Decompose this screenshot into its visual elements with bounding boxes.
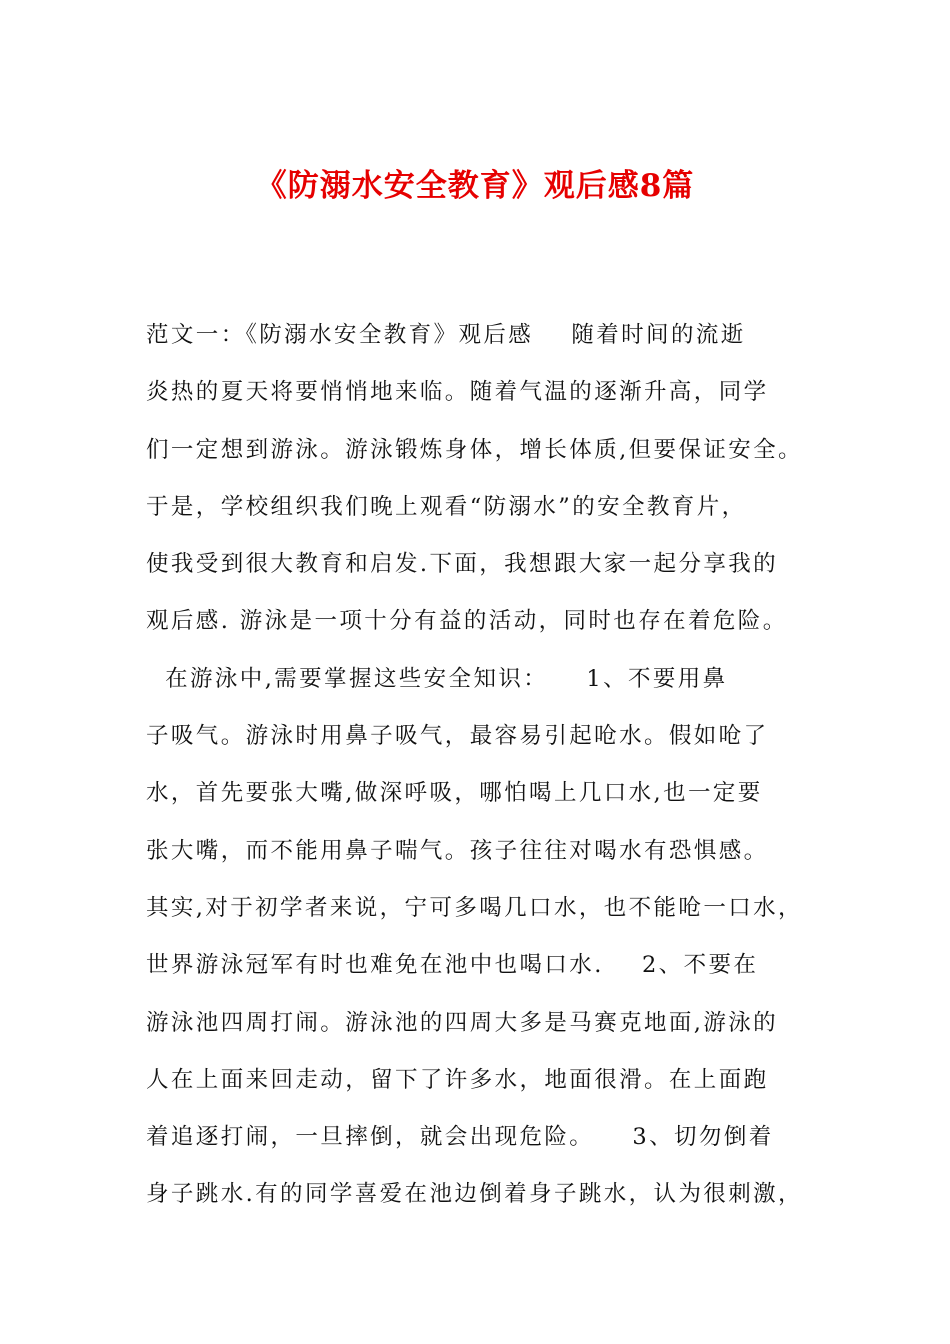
text-line-10: 张大嘴，而不能用鼻子喘气。孩子往往对喝水有恐惧感。 xyxy=(146,837,769,864)
text-line-12: 世界游泳冠军有时也难免在池中也喝口水. 2、不要在 xyxy=(146,952,759,979)
text-line-5: 使我受到很大教育和启发.下面，我想跟大家一起分享我的 xyxy=(146,551,779,578)
document-body xyxy=(146,313,826,1230)
text-line-15: 着追逐打闹，一旦摔倒，就会出现危险。 3、切勿倒着 xyxy=(146,1124,774,1151)
text-line-9: 水，首先要张大嘴,做深呼吸，哪怕喝上几口水,也一定要 xyxy=(146,780,763,807)
text-line-4: 于是，学校组织我们晚上观看“防溺水”的安全教育片， xyxy=(146,493,747,520)
text-line-6: 观后感. 游泳是一项十分有益的活动，同时也存在着危险。 xyxy=(146,608,788,635)
text-line-2: 炎热的夏天将要悄悄地来临。随着气温的逐渐升高，同学 xyxy=(146,379,769,406)
document-title: 《防溺水安全教育》观后感8篇 xyxy=(255,168,695,204)
text-line-3: 们一定想到游泳。游泳锻炼身体，增长体质,但要保证安全。 xyxy=(146,436,803,463)
text-line-8: 子吸气。游泳时用鼻子吸气，最容易引起呛水。假如呛了 xyxy=(146,723,769,750)
text-line-11: 其实,对于初学者来说，宁可多喝几口水，也不能呛一口水， xyxy=(146,894,803,921)
text-line-14: 人在上面来回走动，留下了许多水，地面很滑。在上面跑 xyxy=(146,1066,769,1093)
text-line-13: 游泳池四周打闹。游泳池的四周大多是马赛克地面,游泳的 xyxy=(146,1009,779,1036)
text-line-7: 在游泳中,需要掌握这些安全知识： 1、不要用鼻 xyxy=(146,665,728,692)
text-line-1: 范文一：《防溺水安全教育》观后感 随着时间的流逝 xyxy=(146,322,746,348)
text-line-16: 身子跳水.有的同学喜爱在池边倒着身子跳水，认为很刺激， xyxy=(146,1181,803,1208)
